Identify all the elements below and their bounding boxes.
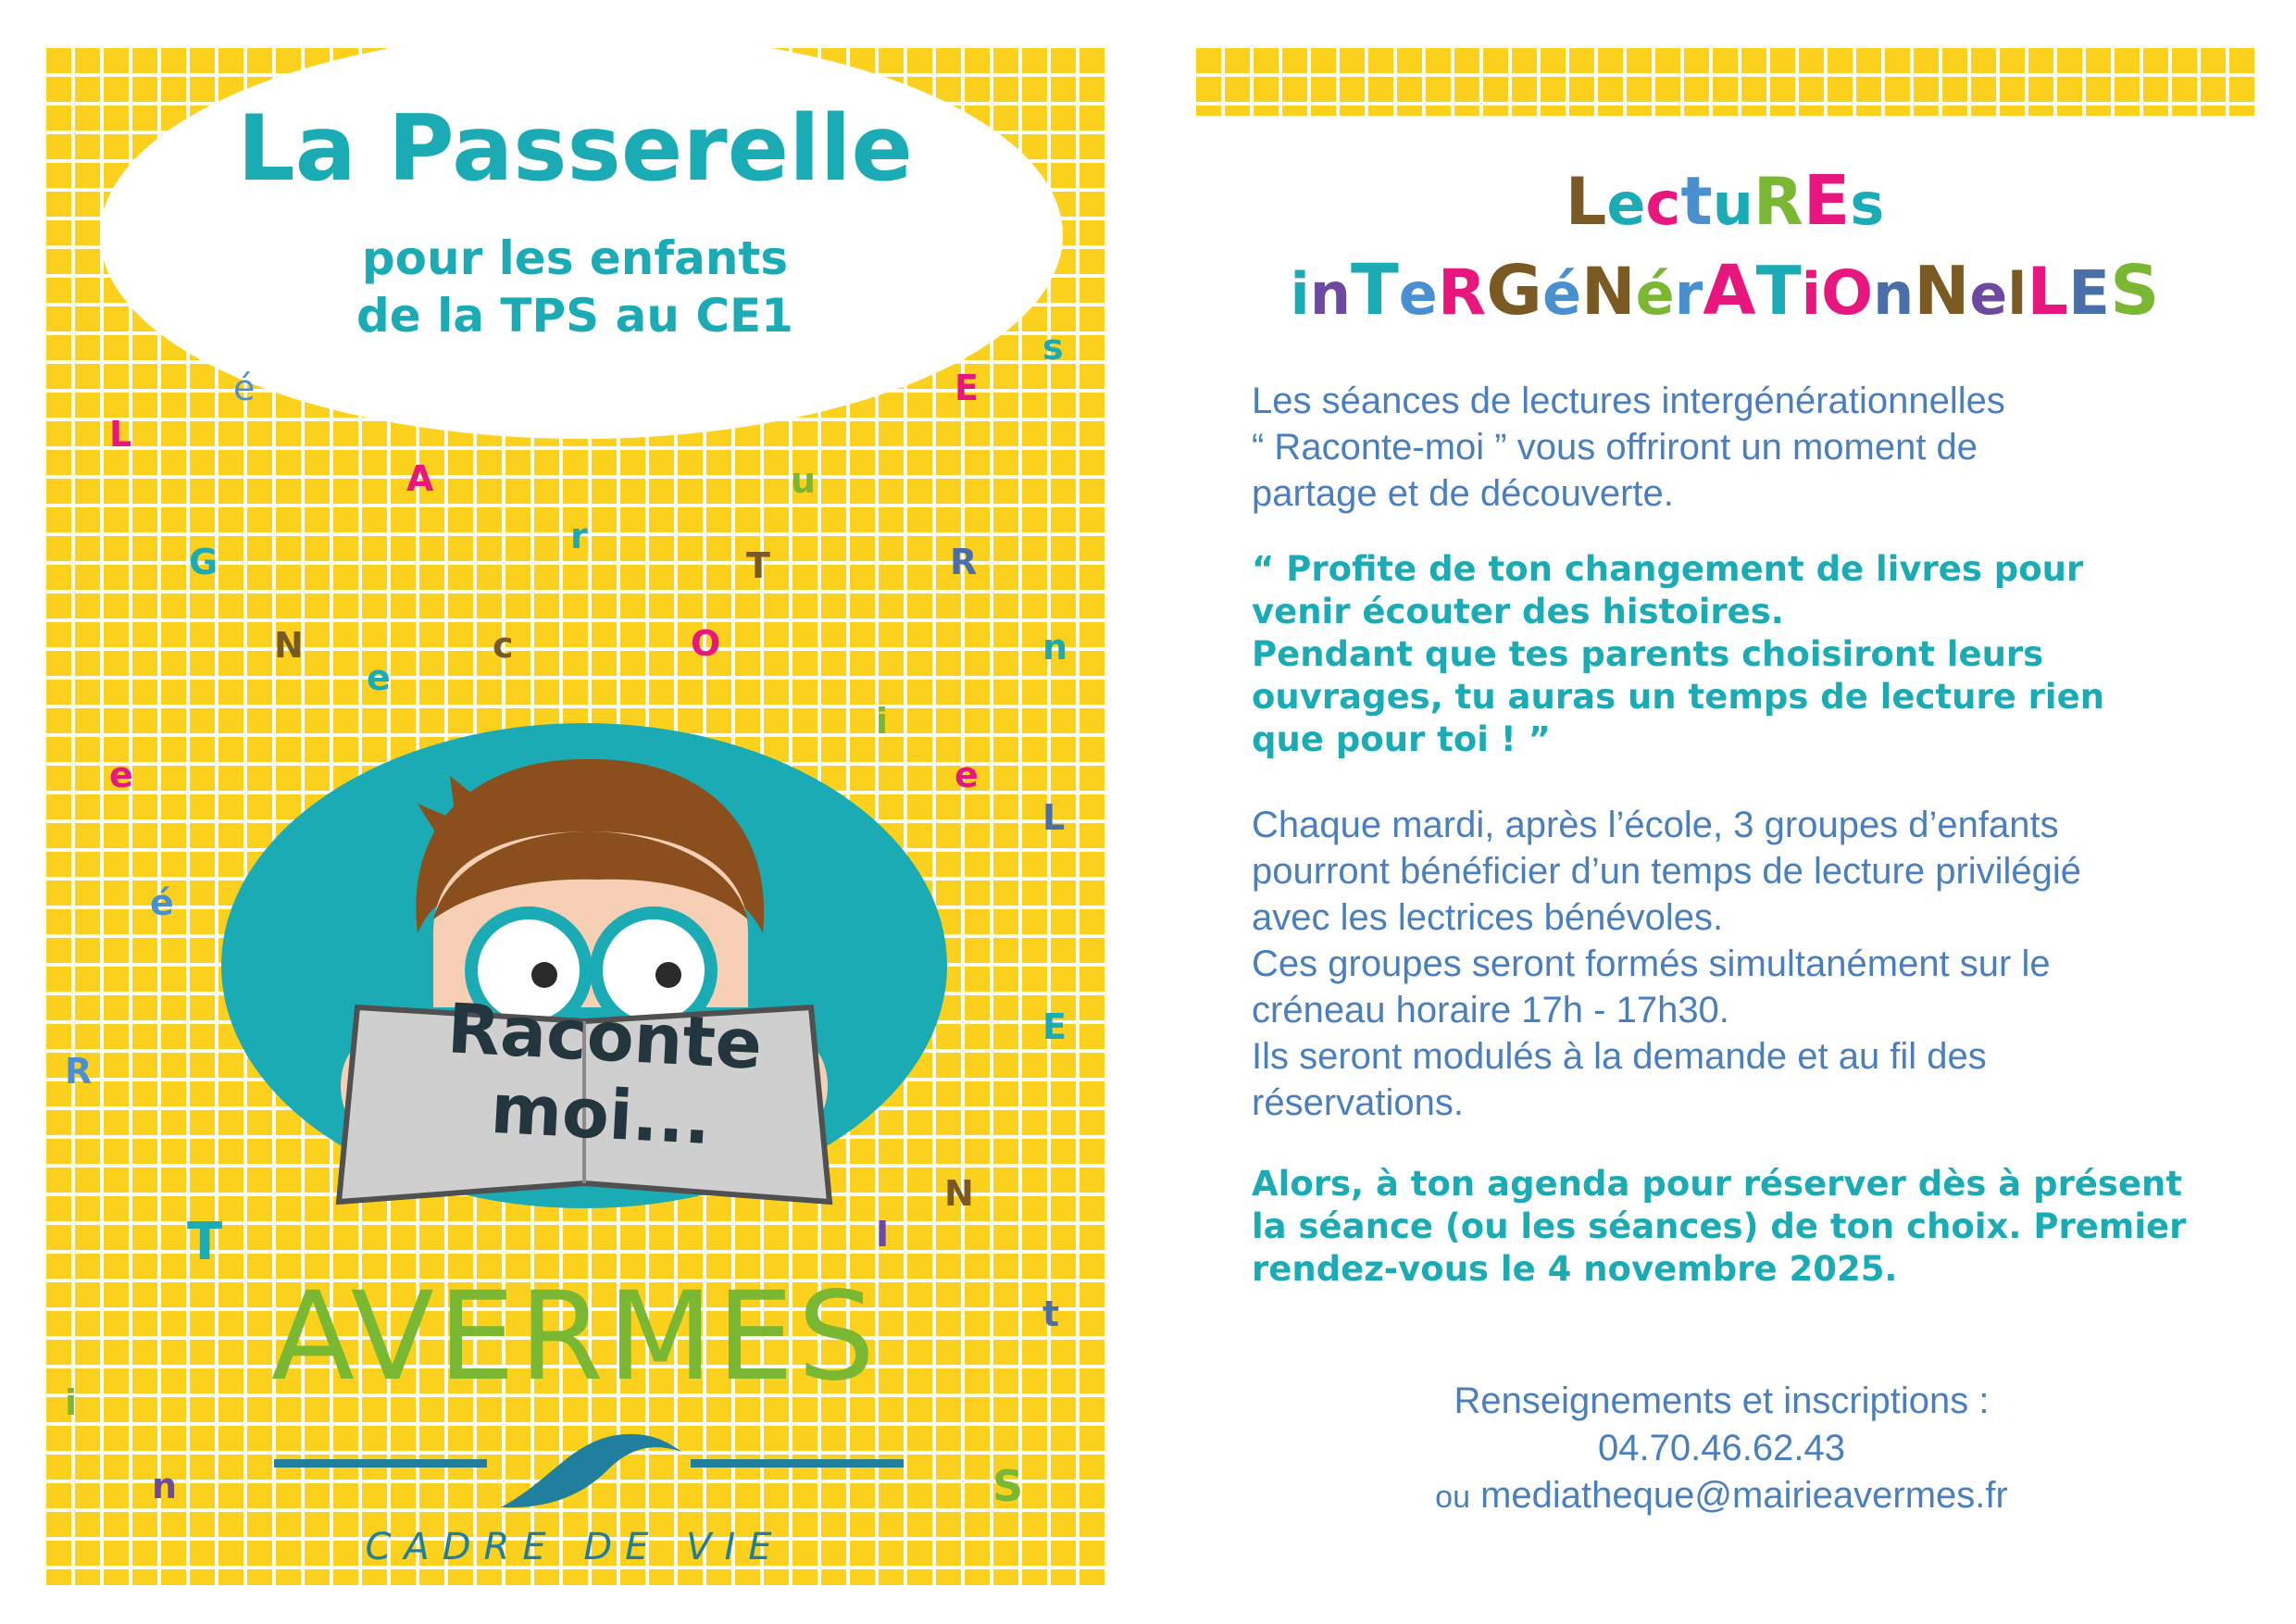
scattered-letter: R [950, 542, 978, 582]
intro-paragraph [1252, 378, 2191, 517]
heading-letter: n [1309, 260, 1351, 328]
heading-letter: é [1635, 260, 1675, 328]
scattered-letter: E [955, 368, 979, 408]
contact-email[interactable]: mediatheque@mairieavermes.fr [1480, 1475, 2008, 1516]
text-line: Alors, à ton agenda pour réserver dès à présent [1252, 1164, 2183, 1204]
contact-email-line [1252, 1472, 2191, 1521]
contact-phone[interactable]: 04.70.46.62.43 [1598, 1428, 1845, 1468]
city-logo-text: AVERMES [270, 1266, 880, 1408]
contact-block [1252, 1378, 2191, 1521]
scattered-letter: c [493, 625, 514, 666]
heading-letter: L [1565, 164, 1607, 240]
scattered-letter: r [570, 516, 588, 556]
scattered-letter: s [1042, 327, 1064, 368]
description-body [1252, 378, 2191, 1291]
heading-letter: é [1541, 260, 1582, 328]
heading-letter: e [1606, 170, 1646, 238]
text-line: réservations. [1252, 1082, 1464, 1123]
scattered-letter: L [1042, 797, 1066, 838]
scattered-letter: I [876, 1214, 890, 1255]
heading-letter: T [1755, 252, 1802, 330]
heading-letter: R [1437, 256, 1487, 330]
subtitle-line: pour les enfants [361, 231, 789, 285]
heading-letter: u [1712, 170, 1753, 238]
contact-label: Renseignements et inscriptions : [1454, 1380, 1990, 1421]
scattered-letter: n [1042, 627, 1068, 668]
heading-letter: r [1674, 260, 1703, 328]
scattered-letter: S [992, 1461, 1024, 1511]
reading-child-illustration [218, 702, 950, 1220]
scattered-letter: A [406, 458, 434, 499]
heading-letter: n [1873, 260, 1915, 328]
audience-subtitle [43, 230, 1107, 344]
text-line: la séance (ou les séances) de ton choix. Premier [1252, 1206, 2187, 1246]
heading-letter: S [2110, 251, 2160, 331]
wave-logo-icon [274, 1415, 904, 1517]
heading-letter: l [2007, 260, 2028, 328]
heading-letter: N [1914, 252, 1970, 330]
heading-letter: T [1350, 248, 1399, 331]
scattered-letter: é [233, 368, 256, 408]
scattered-letter: n [152, 1466, 178, 1506]
subtitle-line: de la TPS au CE1 [356, 289, 793, 343]
text-line: rendez-vous le 4 novembre 2025. [1252, 1249, 1898, 1289]
hero-title-line: Raconte [445, 989, 765, 1085]
scattered-letter: u [791, 460, 817, 501]
text-line: créneau horaire 17h - 17h30. [1252, 990, 1729, 1031]
scattered-letter: O [691, 623, 721, 664]
scattered-letter: t [1042, 1293, 1060, 1334]
heading-letter: i [1290, 260, 1310, 328]
heading-letter: e [1398, 260, 1438, 328]
heading-letter: E [1803, 161, 1851, 241]
scattered-letter: E [1042, 1006, 1067, 1047]
scattered-letter: e [367, 657, 391, 698]
heading-line-1 [1192, 157, 2257, 247]
text-line: Ils seront modulés à la demande et au fil des [1252, 1036, 1987, 1077]
text-line: Ces groupes seront formés simultanément sur le [1252, 943, 2051, 984]
heading-letter: A [1703, 251, 1756, 331]
scattered-letter: T [187, 1212, 223, 1272]
heading-line-2 [1192, 247, 2257, 338]
quote-paragraph [1252, 548, 2191, 761]
poster-panel [43, 44, 1107, 1585]
scattered-letter: R [65, 1051, 93, 1092]
call-to-action-paragraph [1252, 1163, 2191, 1291]
scattered-letter: i [65, 1382, 78, 1423]
scattered-letter: L [109, 414, 132, 455]
heading-letter: O [1820, 257, 1874, 329]
heading-letter: i [1801, 260, 1821, 328]
schedule-paragraph [1252, 802, 2191, 1126]
text-line: Pendant que tes parents choisiront leurs [1252, 634, 2044, 674]
scattered-letter: G [189, 542, 218, 582]
scattered-letter: e [109, 755, 133, 795]
section-heading [1192, 157, 2257, 338]
text-line: venir écouter des histoires. [1252, 592, 1784, 631]
text-line: pourront bénéficier d’un temps de lecture privilégié [1252, 851, 2082, 892]
scattered-letter: é [150, 882, 174, 923]
heading-letter: G [1486, 251, 1542, 331]
city-tagline: CADRE DE VIE [365, 1526, 785, 1568]
heading-letter: E [2068, 257, 2111, 329]
scattered-letter: N [274, 625, 304, 666]
heading-letter: t [1680, 162, 1713, 240]
hero-title-line: moi... [488, 1068, 713, 1161]
contact-or: ou [1435, 1480, 1470, 1515]
text-line: “ Raconte-moi ” vous offriront un moment de [1252, 427, 1978, 468]
scattered-letter: e [955, 755, 979, 795]
scattered-letter: T [746, 545, 770, 586]
text-line: Les séances de lectures intergénérationnelles [1252, 381, 2005, 421]
heading-letter: R [1753, 164, 1803, 240]
scattered-letter: N [944, 1173, 974, 1214]
heading-letter: N [1581, 254, 1636, 330]
decorative-grid-band [1192, 44, 2257, 116]
heading-letter: c [1645, 170, 1681, 239]
page-title: La Passerelle [237, 96, 913, 202]
text-line: “ Profite de ton changement de livres pour [1252, 549, 2084, 589]
hero-book-title [442, 990, 764, 1162]
text-line: ouvrages, tu auras un temps de lecture rien [1252, 677, 2105, 717]
text-line: avec les lectrices bénévoles. [1252, 897, 1724, 938]
scattered-letter: i [876, 701, 889, 742]
text-line: Chaque mardi, après l’école, 3 groupes d’enfants [1252, 805, 2059, 845]
heading-letter: s [1850, 170, 1885, 238]
text-line: que pour toi ! ” [1252, 719, 1551, 759]
heading-letter: L [2027, 254, 2069, 330]
text-line: partage et de découverte. [1252, 473, 1674, 514]
heading-letter: e [1969, 263, 2008, 328]
